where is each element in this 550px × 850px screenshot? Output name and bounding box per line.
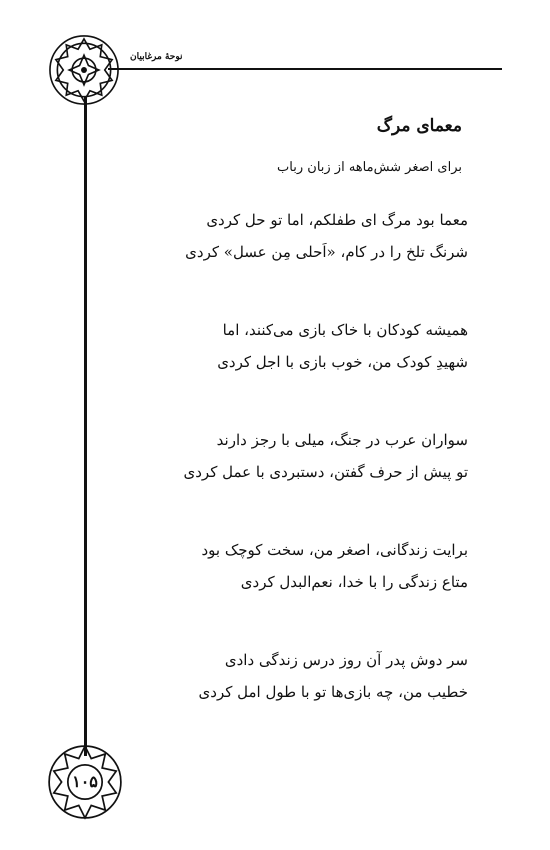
poem-title: معمای مرگ xyxy=(376,116,462,136)
page-number: ۱۰۵ xyxy=(72,772,98,791)
stanza xyxy=(130,424,468,488)
verse-line: همیشه کودکان با خاک بازی می‌کنند، اما xyxy=(222,321,468,339)
stanza xyxy=(130,534,468,598)
rosette-ornament-icon xyxy=(47,33,121,107)
header-rule xyxy=(108,68,502,70)
running-head: نوحهٔ مرغابیان xyxy=(130,52,183,62)
verse-line: برایت زندگانی، اصغر من، سخت کوچک بود xyxy=(201,541,468,559)
stanza xyxy=(130,204,468,268)
verse-line: سر دوش پدر آن روز درس زندگی دادی xyxy=(224,651,468,669)
verse-line: خطیب من، چه بازی‌ها تو با طول امل کردی xyxy=(198,683,468,701)
verse-line: معما بود مرگ ای طفلکم، اما تو حل کردی xyxy=(206,211,468,229)
verse-line: متاع زندگی را با خدا، نعم‌البدل کردی xyxy=(240,573,468,591)
margin-vertical-rule xyxy=(84,96,87,756)
poem-subtitle: برای اصغر شش‌ماهه از زبان رباب xyxy=(277,160,462,175)
verse-line: سواران عرب در جنگ، میلی با رجز دارند xyxy=(216,431,468,449)
stanza xyxy=(130,644,468,708)
verse-line: تو پیش از حرف گفتن، دستبردی با عمل کردی xyxy=(183,463,468,481)
verse-line: شهیدِ کودک من، خوب بازی با اجل کردی xyxy=(217,353,468,371)
poem-body xyxy=(130,204,468,754)
verse-line: شرنگ تلخ را در کام، «اَحلی مِن عسل» کردی xyxy=(185,243,468,261)
stanza xyxy=(130,314,468,378)
